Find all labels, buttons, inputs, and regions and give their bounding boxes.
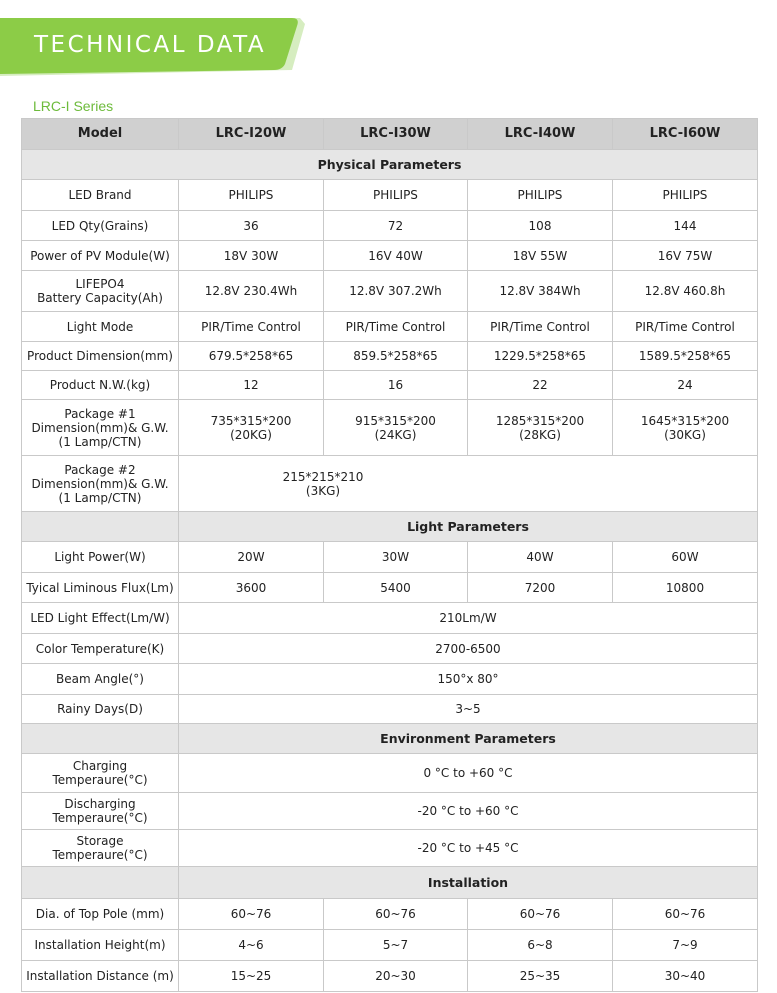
table-row [22, 371, 758, 400]
table-header-row [22, 119, 758, 150]
cell: 72 [324, 211, 468, 241]
table-row [22, 930, 758, 961]
cell: 7~9 [613, 930, 758, 961]
cell: 108 [468, 211, 613, 241]
row-label: Color Temperature(K) [22, 634, 179, 664]
cell: 36 [179, 211, 324, 241]
package-weight: (24KG) [374, 427, 417, 442]
cell: 40W [468, 542, 613, 573]
cell: 60~76 [179, 899, 324, 930]
cell [179, 400, 324, 456]
table-row [22, 180, 758, 211]
table-row [22, 754, 758, 793]
table-row [22, 603, 758, 634]
cell: 6~8 [468, 930, 613, 961]
section-row [22, 512, 758, 542]
cell: PHILIPS [179, 180, 324, 211]
cell: 24 [613, 371, 758, 400]
cell: -20 °C to +45 °C [179, 830, 758, 867]
cell [179, 456, 468, 512]
cell: 30W [324, 542, 468, 573]
table-row [22, 456, 758, 512]
table-row [22, 241, 758, 271]
label-line: Package #1 [64, 406, 136, 421]
row-label: Installation Distance (m) [22, 961, 179, 992]
package-dimension: 215*215*210 [282, 469, 364, 484]
section-spacer [22, 512, 179, 542]
table-row [22, 695, 758, 724]
package-weight: (3KG) [305, 483, 341, 498]
cell [468, 400, 613, 456]
cell: 144 [613, 211, 758, 241]
model-name: LRC-I60W [613, 119, 758, 150]
table-row [22, 312, 758, 342]
cell: PIR/Time Control [179, 312, 324, 342]
cell: 4~6 [179, 930, 324, 961]
table-row [22, 211, 758, 241]
cell: 12.8V 384Wh [468, 271, 613, 312]
cell: 859.5*258*65 [324, 342, 468, 371]
package-weight: (28KG) [519, 427, 561, 442]
section-title: Installation [179, 867, 758, 899]
table-row [22, 830, 758, 867]
row-label: LED Qty(Grains) [22, 211, 179, 241]
cell: 18V 55W [468, 241, 613, 271]
cell: 16V 40W [324, 241, 468, 271]
cell: 60~76 [468, 899, 613, 930]
cell: 60W [613, 542, 758, 573]
cell: 30~40 [613, 961, 758, 992]
table-row [22, 634, 758, 664]
cell: 60~76 [613, 899, 758, 930]
cell: -20 °C to +60 °C [179, 793, 758, 830]
row-label [22, 456, 179, 512]
section-title: Physical Parameters [22, 150, 758, 180]
cell [613, 400, 758, 456]
package-weight: (20KG) [230, 427, 272, 442]
cell: 12.8V 230.4Wh [179, 271, 324, 312]
model-name: LRC-I30W [324, 119, 468, 150]
cell: 3~5 [179, 695, 758, 724]
table-row [22, 573, 758, 603]
cell: 16V 75W [613, 241, 758, 271]
row-label: Product N.W.(kg) [22, 371, 179, 400]
table-row [22, 271, 758, 312]
cell: 18V 30W [179, 241, 324, 271]
label-line: Charging [72, 759, 128, 773]
row-label [22, 830, 179, 867]
row-label [22, 271, 179, 312]
row-label: Power of PV Module(W) [22, 241, 179, 271]
cell: 1229.5*258*65 [468, 342, 613, 371]
cell: 60~76 [324, 899, 468, 930]
cell: 7200 [468, 573, 613, 603]
label-line: Package #2 [64, 462, 136, 477]
section-row [22, 150, 758, 180]
cell: 25~35 [468, 961, 613, 992]
cell: 10800 [613, 573, 758, 603]
label-line: Battery Capacity(Ah) [37, 291, 163, 305]
table-row [22, 400, 758, 456]
cell: 16 [324, 371, 468, 400]
label-line: Temperaure(°C) [52, 811, 148, 825]
cell: 12 [179, 371, 324, 400]
cell-empty [468, 456, 758, 512]
cell: 20~30 [324, 961, 468, 992]
table-row [22, 899, 758, 930]
label-line: Discharging [64, 797, 136, 811]
row-label: Product Dimension(mm) [22, 342, 179, 371]
cell: 3600 [179, 573, 324, 603]
cell: PHILIPS [613, 180, 758, 211]
table-row [22, 342, 758, 371]
cell: PIR/Time Control [324, 312, 468, 342]
cell: PHILIPS [468, 180, 613, 211]
series-title: LRC-I Series [33, 98, 114, 114]
row-label [22, 400, 179, 456]
table-row [22, 961, 758, 992]
section-spacer [22, 867, 179, 899]
label-line: Dimension(mm)& G.W. [31, 476, 169, 491]
row-label: LED Light Effect(Lm/W) [22, 603, 179, 634]
cell: PIR/Time Control [468, 312, 613, 342]
row-label: Tyical Liminous Flux(Lm) [22, 573, 179, 603]
cell: 1589.5*258*65 [613, 342, 758, 371]
cell: 5400 [324, 573, 468, 603]
label-line: LIFEPO4 [75, 277, 125, 291]
model-name: LRC-I20W [179, 119, 324, 150]
section-row [22, 867, 758, 899]
table-row [22, 793, 758, 830]
spec-table [21, 118, 758, 992]
cell: 150°x 80° [179, 664, 758, 695]
cell: 12.8V 307.2Wh [324, 271, 468, 312]
section-title: Environment Parameters [179, 724, 758, 754]
model-name: LRC-I40W [468, 119, 613, 150]
package-dimension: 735*315*200 [210, 413, 292, 428]
package-dimension: 915*315*200 [355, 413, 436, 428]
row-label: Rainy Days(D) [22, 695, 179, 724]
label-line: (1 Lamp/CTN) [58, 490, 142, 505]
section-spacer [22, 724, 179, 754]
row-label [22, 793, 179, 830]
cell: 15~25 [179, 961, 324, 992]
section-title: Light Parameters [179, 512, 758, 542]
label-line: Dimension(mm)& G.W. [31, 420, 169, 435]
section-row [22, 724, 758, 754]
page-title: TECHNICAL DATA [34, 32, 267, 58]
row-label [22, 754, 179, 793]
cell: 0 °C to +60 °C [179, 754, 758, 793]
package-dimension: 1645*315*200 [640, 413, 730, 428]
cell: 2700-6500 [179, 634, 758, 664]
package-weight: (30KG) [664, 427, 706, 442]
cell [324, 400, 468, 456]
row-label: Light Mode [22, 312, 179, 342]
cell: PIR/Time Control [613, 312, 758, 342]
table-row [22, 542, 758, 573]
model-header: Model [22, 119, 179, 150]
cell: PHILIPS [324, 180, 468, 211]
table-row [22, 664, 758, 695]
cell: 20W [179, 542, 324, 573]
cell: 12.8V 460.8h [613, 271, 758, 312]
label-line: Storage [76, 834, 124, 848]
label-line: Temperaure(°C) [52, 848, 148, 862]
label-line: (1 Lamp/CTN) [58, 434, 142, 449]
cell: 22 [468, 371, 613, 400]
row-label: Light Power(W) [22, 542, 179, 573]
label-line: Temperaure(°C) [52, 773, 148, 787]
row-label: Installation Height(m) [22, 930, 179, 961]
cell: 679.5*258*65 [179, 342, 324, 371]
package-dimension: 1285*315*200 [495, 413, 585, 428]
row-label: Dia. of Top Pole (mm) [22, 899, 179, 930]
cell: 5~7 [324, 930, 468, 961]
cell: 210Lm/W [179, 603, 758, 634]
row-label: LED Brand [22, 180, 179, 211]
row-label: Beam Angle(°) [22, 664, 179, 695]
